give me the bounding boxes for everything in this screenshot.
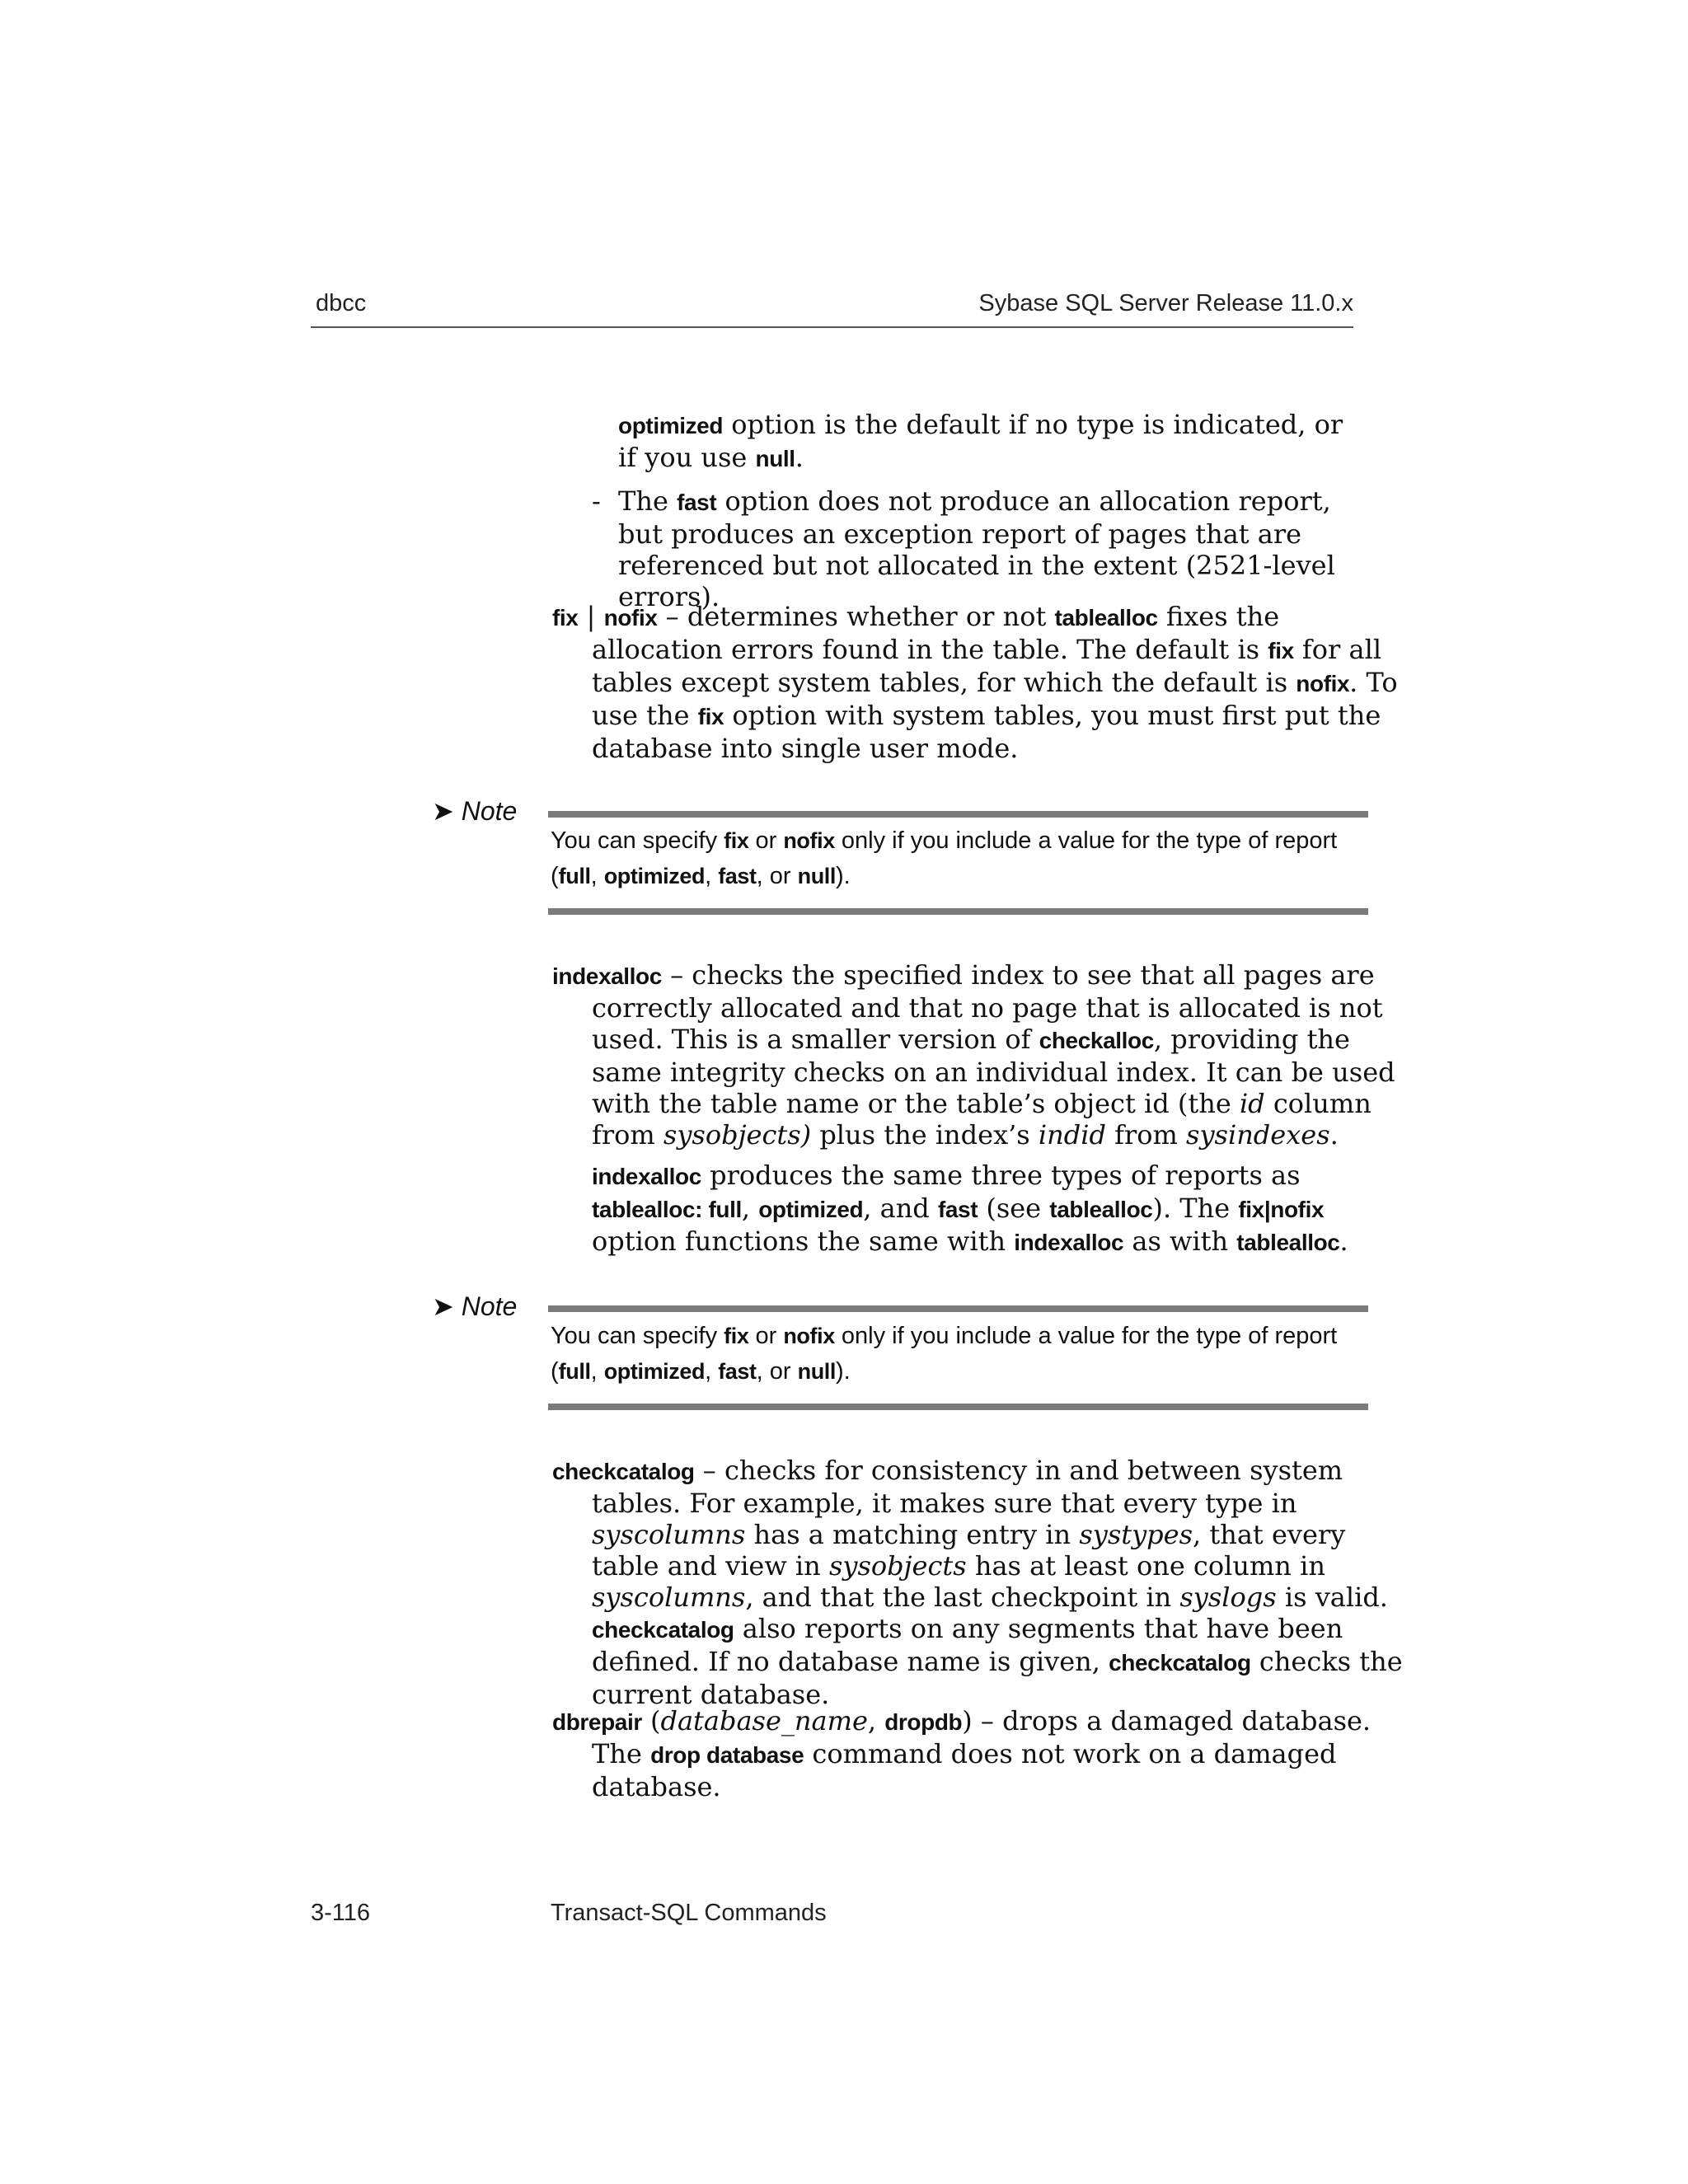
code-term: nofix: [1296, 671, 1350, 696]
text-run: ,: [741, 1193, 759, 1224]
checkcatalog-paragraph: [552, 1455, 1408, 1710]
code-term: optimized: [603, 864, 706, 888]
optimized-default-paragraph: [618, 409, 1360, 475]
arrow-icon: ➤: [432, 796, 454, 826]
note-top-rule: [548, 1305, 1368, 1312]
text-run: option functions the same with: [592, 1226, 1015, 1257]
text-run: is valid.: [1276, 1582, 1388, 1613]
italic-term: indid: [1038, 1119, 1106, 1151]
text-run: .: [1329, 1119, 1339, 1151]
text-run: ,: [705, 863, 719, 889]
italic-term: database_name: [660, 1705, 868, 1736]
code-term: full: [558, 864, 591, 888]
text-run: also reports on any segments that have been defined. If no database name is given,: [592, 1613, 1343, 1677]
note-text: [551, 1319, 1367, 1390]
text-run: – checks for consistency in and between system tables. For example, it makes sure that every type in: [592, 1455, 1343, 1519]
text-run: , or: [756, 863, 798, 889]
text-run: ,: [705, 1358, 719, 1385]
code-term: optimized: [618, 413, 724, 438]
code-term: fast: [718, 1359, 757, 1384]
code-term: fix: [552, 605, 579, 630]
note-bottom-rule: [548, 908, 1368, 915]
text-run: , that every table and view in: [592, 1519, 1346, 1582]
text-run: for all tables except system tables, for which the default is: [592, 634, 1382, 698]
code-term: null: [797, 1359, 836, 1384]
note-bottom-rule: [548, 1404, 1368, 1410]
text-run: ,: [867, 1705, 885, 1736]
code-term: nofix: [783, 1324, 835, 1348]
fix-nofix-paragraph: [552, 601, 1408, 764]
code-term: drop database: [650, 1742, 804, 1768]
note-label: [432, 795, 517, 827]
italic-term: sysindexes: [1186, 1119, 1330, 1151]
text-run: (: [641, 1705, 661, 1736]
text-run: You can specify: [551, 1323, 724, 1349]
code-term: tablealloc: [1049, 1197, 1153, 1222]
code-term: checkcatalog: [1109, 1650, 1251, 1675]
text-run: as with: [1123, 1226, 1237, 1257]
text-run: fixes the allocation errors found in the table. The default is: [592, 601, 1280, 665]
code-term: optimized: [603, 1359, 706, 1384]
text-run: ). The: [1152, 1193, 1239, 1224]
text-run: You can specify: [551, 827, 724, 854]
italic-term: syslogs: [1179, 1582, 1277, 1613]
text-run: ) – drops a damaged database. The: [592, 1705, 1372, 1769]
note-text: [551, 823, 1367, 894]
text-run: has a matching entry in: [745, 1519, 1080, 1550]
text-run: plus the index’s: [811, 1119, 1039, 1151]
code-term: fix: [697, 704, 724, 729]
code-term: checkcatalog: [552, 1459, 695, 1484]
code-term: full: [558, 1359, 591, 1384]
text-run: ).: [836, 1358, 851, 1385]
indexalloc-paragraph: [552, 959, 1408, 1151]
text-run: ).: [836, 863, 851, 889]
header-rule: [311, 326, 1353, 328]
bullet-dash: -: [592, 485, 601, 517]
code-term: nofix: [783, 828, 835, 853]
italic-term: sysobjects: [828, 1550, 967, 1582]
code-term: fast: [677, 490, 717, 515]
code-term: fix: [1268, 638, 1294, 663]
text-run: has at least one column in: [966, 1550, 1325, 1582]
text-run: , providing the same integrity checks on an individual index. It can be used with the table name or the table’s object id (the: [592, 1024, 1395, 1119]
code-term: indexalloc: [1014, 1230, 1124, 1255]
note-label-text: Note: [461, 796, 518, 826]
code-term: fix: [724, 1324, 749, 1348]
code-term: nofix: [603, 605, 658, 630]
text-run: ,: [590, 1358, 604, 1385]
text-run: or: [748, 1323, 784, 1349]
page-number: 3-116: [311, 1900, 371, 1926]
code-term: dropdb: [884, 1709, 963, 1735]
code-term: fast: [718, 864, 757, 888]
code-term: indexalloc: [552, 963, 662, 989]
text-run: command does not work on a damaged database.: [592, 1738, 1337, 1802]
text-run: .: [795, 442, 804, 473]
code-term: fix|nofix: [1238, 1197, 1325, 1222]
code-term: tablealloc: full: [592, 1197, 742, 1222]
italic-term: sysobjects): [663, 1119, 812, 1151]
running-header-left: dbcc: [316, 290, 367, 316]
indexalloc-reports-paragraph: [592, 1160, 1368, 1258]
running-header-right: Sybase SQL Server Release 11.0.x: [978, 290, 1353, 316]
text-run: from: [1105, 1119, 1187, 1151]
text-run: or: [748, 827, 784, 854]
code-term: null: [755, 446, 795, 471]
text-run: , and that the last checkpoint in: [745, 1582, 1180, 1613]
footer-section: Transact-SQL Commands: [551, 1900, 827, 1926]
arrow-icon: ➤: [432, 1291, 454, 1321]
note-label: [432, 1291, 517, 1322]
code-term: indexalloc: [592, 1164, 701, 1189]
text-run: , and: [863, 1193, 938, 1224]
note-top-rule: [548, 811, 1368, 818]
text-run: (see: [978, 1193, 1050, 1224]
text-run: option does not produce an allocation report, but produces an exception report of pages that are referenced but not allocated in the extent (2521-level errors).: [618, 485, 1335, 612]
code-term: checkcatalog: [592, 1617, 734, 1643]
text-run: – checks the specified index to see that all pages are correctly allocated and that no page that is allocated is not used. This is a smaller version of: [592, 959, 1383, 1055]
code-term: fast: [937, 1197, 978, 1222]
text-run: option is the default if no type is indicated, or if you use: [618, 409, 1343, 473]
italic-term: syscolumns: [592, 1519, 746, 1550]
code-term: fix: [724, 828, 749, 853]
code-term: null: [797, 864, 836, 888]
text-run: , or: [756, 1358, 798, 1385]
text-run: |: [578, 601, 604, 632]
note-label-text: Note: [461, 1291, 518, 1321]
code-term: optimized: [758, 1197, 864, 1222]
text-run: only if you include a value for the type of report (: [551, 827, 1338, 889]
text-run: only if you include a value for the type of report (: [551, 1323, 1338, 1385]
text-run: produces the same three types of reports as: [701, 1160, 1301, 1191]
text-run: ,: [590, 863, 604, 889]
italic-term: id: [1239, 1088, 1265, 1119]
fast-option-paragraph: [618, 485, 1360, 612]
code-term: tablealloc: [1054, 605, 1158, 630]
text-run: option with system tables, you must first put the database into single user mode.: [592, 700, 1381, 764]
text-run: . To use the: [592, 667, 1398, 731]
text-run: The: [618, 485, 678, 517]
code-term: tablealloc: [1236, 1230, 1340, 1255]
italic-term: syscolumns: [592, 1582, 746, 1613]
text-run: .: [1339, 1226, 1348, 1257]
code-term: checkalloc: [1039, 1028, 1154, 1053]
italic-term: systypes: [1079, 1519, 1193, 1550]
text-run: checks the current database.: [592, 1646, 1403, 1710]
code-term: dbrepair: [552, 1709, 642, 1735]
text-run: column from: [592, 1088, 1372, 1151]
dbrepair-paragraph: [552, 1705, 1408, 1802]
text-run: – determines whether or not: [657, 601, 1055, 632]
